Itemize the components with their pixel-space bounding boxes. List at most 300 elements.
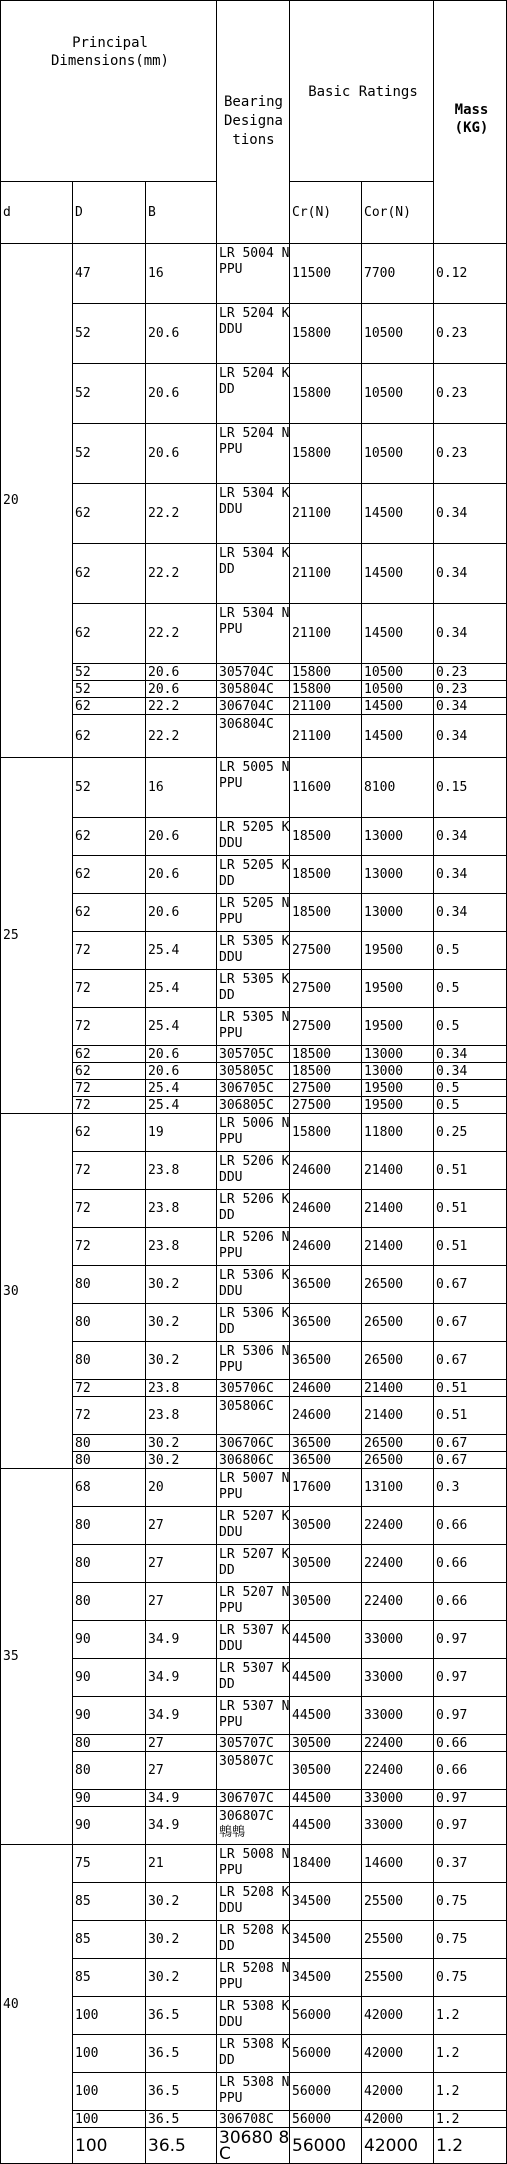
outer-diameter-cell: 72 [72, 1007, 146, 1046]
cor-rating-cell: 13000 [361, 1045, 434, 1063]
designation-cell: 306804C [216, 714, 290, 758]
outer-diameter-cell: 80 [72, 1451, 146, 1469]
outer-diameter-cell: 100 [72, 2127, 146, 2164]
bore-diameter-cell: 20 [0, 243, 73, 758]
mass-cell: 1.2 [433, 2110, 507, 2128]
outer-diameter-cell: 72 [72, 1096, 146, 1114]
width-cell: 36.5 [145, 2072, 217, 2111]
cor-rating-cell: 14500 [361, 697, 434, 715]
outer-diameter-cell: 100 [72, 2034, 146, 2073]
cor-rating-cell: 42000 [361, 1996, 434, 2035]
width-cell: 20.6 [145, 893, 217, 932]
outer-diameter-cell: 90 [72, 1696, 146, 1735]
designation-cell: LR 5206 KDD [216, 1189, 290, 1228]
cor-rating-cell: 10500 [361, 363, 434, 424]
designation-cell: LR 5304 KDD [216, 543, 290, 604]
cor-rating-cell: 33000 [361, 1620, 434, 1659]
cor-rating-cell: 22400 [361, 1544, 434, 1583]
outer-diameter-cell: 80 [72, 1582, 146, 1621]
width-cell: 16 [145, 243, 217, 304]
cr-rating-cell: 44500 [289, 1696, 362, 1735]
mass-cell: 0.75 [433, 1920, 507, 1959]
cr-rating-cell: 27500 [289, 1096, 362, 1114]
mass-cell: 0.37 [433, 1844, 507, 1883]
designation-cell: LR 5204 NPPU [216, 423, 290, 484]
mass-header [433, 0, 507, 244]
mass-cell: 0.23 [433, 663, 507, 681]
bore-diameter-cell: 25 [0, 757, 73, 1114]
cr-rating-cell: 24600 [289, 1151, 362, 1190]
mass-cell: 0.5 [433, 969, 507, 1008]
cor-rating-cell: 22400 [361, 1506, 434, 1545]
cor-rating-cell: 11800 [361, 1113, 434, 1152]
mass-cell: 0.51 [433, 1227, 507, 1266]
mass-cell: 0.97 [433, 1658, 507, 1697]
outer-diameter-cell: 52 [72, 663, 146, 681]
cr-rating-cell: 11600 [289, 757, 362, 818]
outer-diameter-cell: 80 [72, 1506, 146, 1545]
designation-cell: LR 5305 KDDU [216, 931, 290, 970]
designation-cell: 306708C [216, 2110, 290, 2128]
mass-cell: 0.51 [433, 1151, 507, 1190]
width-cell: 20.6 [145, 1045, 217, 1063]
column-cor-header: Cor(N) [361, 181, 434, 244]
cr-rating-cell: 18500 [289, 855, 362, 894]
mass-cell: 0.23 [433, 680, 507, 698]
mass-cell: 0.51 [433, 1189, 507, 1228]
outer-diameter-cell: 62 [72, 893, 146, 932]
width-cell: 22.2 [145, 543, 217, 604]
mass-cell: 0.67 [433, 1451, 507, 1469]
cr-rating-cell: 24600 [289, 1227, 362, 1266]
mass-cell: 0.34 [433, 543, 507, 604]
designation-cell: 306705C [216, 1079, 290, 1097]
cr-rating-cell: 36500 [289, 1303, 362, 1342]
cor-rating-cell: 22400 [361, 1751, 434, 1790]
cor-rating-cell: 13100 [361, 1468, 434, 1507]
column-outer-diameter-header: D [72, 181, 146, 244]
outer-diameter-cell: 72 [72, 1227, 146, 1266]
width-cell: 20 [145, 1468, 217, 1507]
designation-cell: 305804C [216, 680, 290, 698]
designation-cell: LR 5308 KDD [216, 2034, 290, 2073]
width-cell: 30.2 [145, 1265, 217, 1304]
mass-cell: 0.23 [433, 303, 507, 364]
designation-cell: LR 5006 NPPU [216, 1113, 290, 1152]
width-cell: 22.2 [145, 603, 217, 664]
cr-rating-cell: 15800 [289, 1113, 362, 1152]
outer-diameter-cell: 68 [72, 1468, 146, 1507]
cr-rating-cell: 34500 [289, 1882, 362, 1921]
mass-cell: 0.66 [433, 1751, 507, 1790]
cr-rating-cell: 21100 [289, 543, 362, 604]
cr-rating-cell: 44500 [289, 1806, 362, 1845]
cor-rating-cell: 26500 [361, 1451, 434, 1469]
outer-diameter-cell: 47 [72, 243, 146, 304]
cr-rating-cell: 21100 [289, 697, 362, 715]
cor-rating-cell: 10500 [361, 423, 434, 484]
width-cell: 21 [145, 1844, 217, 1883]
mass-cell: 0.5 [433, 1079, 507, 1097]
cor-rating-cell: 19500 [361, 1007, 434, 1046]
designation-cell: 306707C [216, 1789, 290, 1807]
outer-diameter-cell: 100 [72, 2110, 146, 2128]
cr-rating-cell: 56000 [289, 2127, 362, 2164]
cor-rating-cell: 25500 [361, 1920, 434, 1959]
designation-cell: LR 5305 NPPU [216, 1007, 290, 1046]
width-cell: 23.8 [145, 1151, 217, 1190]
width-cell: 34.9 [145, 1789, 217, 1807]
cor-rating-cell: 42000 [361, 2110, 434, 2128]
column-width-header: B [145, 181, 217, 244]
width-cell: 30.2 [145, 1882, 217, 1921]
cor-rating-cell: 21400 [361, 1189, 434, 1228]
bore-diameter-cell: 35 [0, 1468, 73, 1845]
mass-cell: 0.67 [433, 1303, 507, 1342]
width-cell: 30.2 [145, 1434, 217, 1452]
mass-cell: 0.66 [433, 1544, 507, 1583]
designation-cell: LR 5204 KDD [216, 363, 290, 424]
outer-diameter-cell: 62 [72, 855, 146, 894]
cor-rating-cell: 33000 [361, 1658, 434, 1697]
width-cell: 34.9 [145, 1658, 217, 1697]
cr-rating-cell: 34500 [289, 1920, 362, 1959]
width-cell: 23.8 [145, 1189, 217, 1228]
cor-rating-cell: 10500 [361, 680, 434, 698]
cor-rating-cell: 42000 [361, 2127, 434, 2164]
cr-rating-cell: 34500 [289, 1958, 362, 1997]
cr-rating-cell: 18500 [289, 1062, 362, 1080]
mass-cell: 0.34 [433, 893, 507, 932]
bore-diameter-cell: 40 [0, 1844, 73, 2164]
width-cell: 20.6 [145, 1062, 217, 1080]
mass-cell: 0.67 [433, 1434, 507, 1452]
designation-cell: LR 5306 KDD [216, 1303, 290, 1342]
cr-rating-cell: 21100 [289, 714, 362, 758]
cr-rating-cell: 15800 [289, 423, 362, 484]
cr-rating-cell: 36500 [289, 1451, 362, 1469]
cr-rating-cell: 30500 [289, 1544, 362, 1583]
mass-cell: 1.2 [433, 2034, 507, 2073]
cr-rating-cell: 36500 [289, 1341, 362, 1380]
mass-cell: 0.34 [433, 1045, 507, 1063]
width-cell: 22.2 [145, 714, 217, 758]
cr-rating-cell: 56000 [289, 1996, 362, 2035]
mass-unit-label: (KG) [454, 120, 489, 136]
designation-cell: 306704C [216, 697, 290, 715]
outer-diameter-cell: 52 [72, 680, 146, 698]
cr-rating-cell: 30500 [289, 1734, 362, 1752]
width-cell: 23.8 [145, 1227, 217, 1266]
cor-rating-cell: 33000 [361, 1696, 434, 1735]
mass-cell: 0.51 [433, 1396, 507, 1435]
width-cell: 36.5 [145, 1996, 217, 2035]
outer-diameter-cell: 80 [72, 1341, 146, 1380]
mass-cell: 1.2 [433, 2072, 507, 2111]
designation-cell: LR 5206 KDDU [216, 1151, 290, 1190]
cor-rating-cell: 14600 [361, 1844, 434, 1883]
outer-diameter-cell: 80 [72, 1303, 146, 1342]
cor-rating-cell: 21400 [361, 1396, 434, 1435]
mass-cell: 0.23 [433, 423, 507, 484]
mass-cell: 0.67 [433, 1341, 507, 1380]
mass-cell: 0.34 [433, 1062, 507, 1080]
outer-diameter-cell: 80 [72, 1434, 146, 1452]
designation-cell: LR 5308 NPPU [216, 2072, 290, 2111]
outer-diameter-cell: 90 [72, 1658, 146, 1697]
designation-cell: 305707C [216, 1734, 290, 1752]
cr-rating-cell: 11500 [289, 243, 362, 304]
cr-rating-cell: 21100 [289, 483, 362, 544]
mass-cell: 0.66 [433, 1506, 507, 1545]
designation-cell: LR 5208 NPPU [216, 1958, 290, 1997]
width-cell: 22.2 [145, 483, 217, 544]
cr-rating-cell: 30500 [289, 1582, 362, 1621]
width-cell: 27 [145, 1582, 217, 1621]
width-cell: 27 [145, 1751, 217, 1790]
designation-cell: LR 5307 KDD [216, 1658, 290, 1697]
mass-cell: 0.12 [433, 243, 507, 304]
width-cell: 25.4 [145, 1096, 217, 1114]
designation-cell: LR 5005 NPPU [216, 757, 290, 818]
outer-diameter-cell: 62 [72, 483, 146, 544]
designation-cell: 305807C [216, 1751, 290, 1790]
mass-cell: 0.97 [433, 1789, 507, 1807]
outer-diameter-cell: 100 [72, 1996, 146, 2035]
mass-cell: 0.34 [433, 817, 507, 856]
designation-cell: LR 5205 KDDU [216, 817, 290, 856]
cor-rating-cell: 25500 [361, 1958, 434, 1997]
cor-rating-cell: 19500 [361, 1096, 434, 1114]
width-cell: 34.9 [145, 1806, 217, 1845]
outer-diameter-cell: 85 [72, 1920, 146, 1959]
width-cell: 27 [145, 1544, 217, 1583]
column-d-header: d [0, 181, 73, 244]
width-cell: 25.4 [145, 969, 217, 1008]
dimensions-label: Dimensions(mm) [50, 52, 169, 69]
width-cell: 36.5 [145, 2034, 217, 2073]
outer-diameter-cell: 72 [72, 1379, 146, 1397]
designation-cell: LR 5308 KDDU [216, 1996, 290, 2035]
mass-cell: 0.23 [433, 363, 507, 424]
cr-rating-cell: 27500 [289, 931, 362, 970]
outer-diameter-cell: 72 [72, 1189, 146, 1228]
cr-rating-cell: 18500 [289, 893, 362, 932]
mass-cell: 0.34 [433, 483, 507, 544]
mass-cell: 0.75 [433, 1882, 507, 1921]
width-cell: 34.9 [145, 1620, 217, 1659]
width-cell: 20.6 [145, 817, 217, 856]
designation-cell: LR 5008 NPPU [216, 1844, 290, 1883]
designation-cell: LR 5307 KDDU [216, 1620, 290, 1659]
cr-rating-cell: 18500 [289, 1045, 362, 1063]
width-cell: 23.8 [145, 1379, 217, 1397]
cor-rating-cell: 22400 [361, 1582, 434, 1621]
mass-cell: 0.34 [433, 603, 507, 664]
designation-cell: LR 5207 KDDU [216, 1506, 290, 1545]
outer-diameter-cell: 62 [72, 1062, 146, 1080]
width-cell: 20.6 [145, 363, 217, 424]
cor-rating-cell: 19500 [361, 969, 434, 1008]
designation-cell: LR 5307 NPPU [216, 1696, 290, 1735]
designation-cell: 305706C [216, 1379, 290, 1397]
column-cr-header: Cr(N) [289, 181, 362, 244]
cor-rating-cell: 19500 [361, 1079, 434, 1097]
mass-cell: 0.97 [433, 1620, 507, 1659]
bearing-designations-header: Bearing Designa tions [216, 0, 290, 244]
cor-rating-cell: 14500 [361, 603, 434, 664]
width-cell: 36.5 [145, 2127, 217, 2164]
designation-cell: LR 5204 KDDU [216, 303, 290, 364]
designation-cell: 306807C 鵯鵯 [216, 1806, 290, 1845]
designation-cell: LR 5305 KDD [216, 969, 290, 1008]
width-cell: 25.4 [145, 1007, 217, 1046]
designation-cell: LR 5306 NPPU [216, 1341, 290, 1380]
cr-rating-cell: 18400 [289, 1844, 362, 1883]
width-cell: 20.6 [145, 680, 217, 698]
outer-diameter-cell: 72 [72, 969, 146, 1008]
cr-rating-cell: 15800 [289, 663, 362, 681]
cor-rating-cell: 26500 [361, 1434, 434, 1452]
cr-rating-cell: 30500 [289, 1751, 362, 1790]
outer-diameter-cell: 72 [72, 1079, 146, 1097]
designation-cell: LR 5205 KDD [216, 855, 290, 894]
designation-cell: LR 5206 NPPU [216, 1227, 290, 1266]
outer-diameter-cell: 52 [72, 303, 146, 364]
principal-label: Principal [72, 34, 148, 51]
cor-rating-cell: 8100 [361, 757, 434, 818]
designation-cell: LR 5208 KDD [216, 1920, 290, 1959]
width-cell: 20.6 [145, 663, 217, 681]
outer-diameter-cell: 52 [72, 757, 146, 818]
mass-cell: 0.66 [433, 1582, 507, 1621]
mass-cell: 1.2 [433, 2127, 507, 2164]
designation-cell: 305805C [216, 1062, 290, 1080]
principal-dimensions-header [0, 0, 217, 182]
cor-rating-cell: 42000 [361, 2034, 434, 2073]
cr-rating-cell: 15800 [289, 680, 362, 698]
cor-rating-cell: 21400 [361, 1379, 434, 1397]
cr-rating-cell: 18500 [289, 817, 362, 856]
bore-diameter-cell: 30 [0, 1113, 73, 1469]
width-cell: 22.2 [145, 697, 217, 715]
outer-diameter-cell: 72 [72, 1396, 146, 1435]
width-cell: 30.2 [145, 1341, 217, 1380]
designation-cell: LR 5007 NPPU [216, 1468, 290, 1507]
mass-cell: 0.97 [433, 1696, 507, 1735]
cor-rating-cell: 21400 [361, 1227, 434, 1266]
width-cell: 27 [145, 1506, 217, 1545]
cor-rating-cell: 26500 [361, 1341, 434, 1380]
designation-cell: LR 5304 NPPU [216, 603, 290, 664]
width-cell: 25.4 [145, 1079, 217, 1097]
designation-cell: LR 5207 NPPU [216, 1582, 290, 1621]
cor-rating-cell: 10500 [361, 303, 434, 364]
cr-rating-cell: 44500 [289, 1658, 362, 1697]
cor-rating-cell: 33000 [361, 1806, 434, 1845]
cor-rating-cell: 13000 [361, 1062, 434, 1080]
mass-cell: 0.51 [433, 1379, 507, 1397]
width-cell: 20.6 [145, 303, 217, 364]
designation-cell: LR 5207 KDD [216, 1544, 290, 1583]
cr-rating-cell: 27500 [289, 1007, 362, 1046]
outer-diameter-cell: 80 [72, 1265, 146, 1304]
mass-cell: 0.5 [433, 1096, 507, 1114]
outer-diameter-cell: 62 [72, 1045, 146, 1063]
cr-rating-cell: 27500 [289, 969, 362, 1008]
cor-rating-cell: 42000 [361, 2072, 434, 2111]
outer-diameter-cell: 85 [72, 1958, 146, 1997]
width-cell: 23.8 [145, 1396, 217, 1435]
width-cell: 30.2 [145, 1920, 217, 1959]
cor-rating-cell: 26500 [361, 1265, 434, 1304]
cor-rating-cell: 25500 [361, 1882, 434, 1921]
outer-diameter-cell: 90 [72, 1806, 146, 1845]
designation-cell: 30680 8C [216, 2127, 290, 2164]
mass-cell: 0.5 [433, 931, 507, 970]
width-cell: 34.9 [145, 1696, 217, 1735]
designation-cell: 305705C [216, 1045, 290, 1063]
mass-cell: 0.75 [433, 1958, 507, 1997]
mass-cell: 0.34 [433, 855, 507, 894]
cr-rating-cell: 24600 [289, 1189, 362, 1228]
outer-diameter-cell: 75 [72, 1844, 146, 1883]
cr-rating-cell: 24600 [289, 1396, 362, 1435]
basic-ratings-header: Basic Ratings [289, 0, 434, 182]
designation-cell: 305806C [216, 1396, 290, 1435]
mass-cell: 0.67 [433, 1265, 507, 1304]
cor-rating-cell: 10500 [361, 663, 434, 681]
cor-rating-cell: 13000 [361, 893, 434, 932]
designation-cell: LR 5304 KDDU [216, 483, 290, 544]
mass-cell: 0.15 [433, 757, 507, 818]
cr-rating-cell: 44500 [289, 1620, 362, 1659]
outer-diameter-cell: 80 [72, 1734, 146, 1752]
cr-rating-cell: 56000 [289, 2072, 362, 2111]
outer-diameter-cell: 62 [72, 714, 146, 758]
cr-rating-cell: 17600 [289, 1468, 362, 1507]
width-cell: 27 [145, 1734, 217, 1752]
mass-cell: 0.97 [433, 1806, 507, 1845]
outer-diameter-cell: 62 [72, 697, 146, 715]
cr-rating-cell: 15800 [289, 303, 362, 364]
cor-rating-cell: 22400 [361, 1734, 434, 1752]
width-cell: 36.5 [145, 2110, 217, 2128]
outer-diameter-cell: 100 [72, 2072, 146, 2111]
mass-cell: 0.25 [433, 1113, 507, 1152]
cr-rating-cell: 21100 [289, 603, 362, 664]
width-cell: 25.4 [145, 931, 217, 970]
mass-cell: 0.5 [433, 1007, 507, 1046]
outer-diameter-cell: 72 [72, 1151, 146, 1190]
mass-cell: 0.66 [433, 1734, 507, 1752]
designation-cell: LR 5208 KDDU [216, 1882, 290, 1921]
mass-label: Mass [454, 102, 489, 118]
cr-rating-cell: 36500 [289, 1265, 362, 1304]
cor-rating-cell: 13000 [361, 817, 434, 856]
cor-rating-cell: 33000 [361, 1789, 434, 1807]
outer-diameter-cell: 62 [72, 603, 146, 664]
cor-rating-cell: 13000 [361, 855, 434, 894]
outer-diameter-cell: 72 [72, 931, 146, 970]
width-cell: 19 [145, 1113, 217, 1152]
cr-rating-cell: 56000 [289, 2034, 362, 2073]
cr-rating-cell: 44500 [289, 1789, 362, 1807]
mass-cell: 1.2 [433, 1996, 507, 2035]
designation-cell: LR 5306 KDDU [216, 1265, 290, 1304]
cr-rating-cell: 30500 [289, 1506, 362, 1545]
cr-rating-cell: 27500 [289, 1079, 362, 1097]
